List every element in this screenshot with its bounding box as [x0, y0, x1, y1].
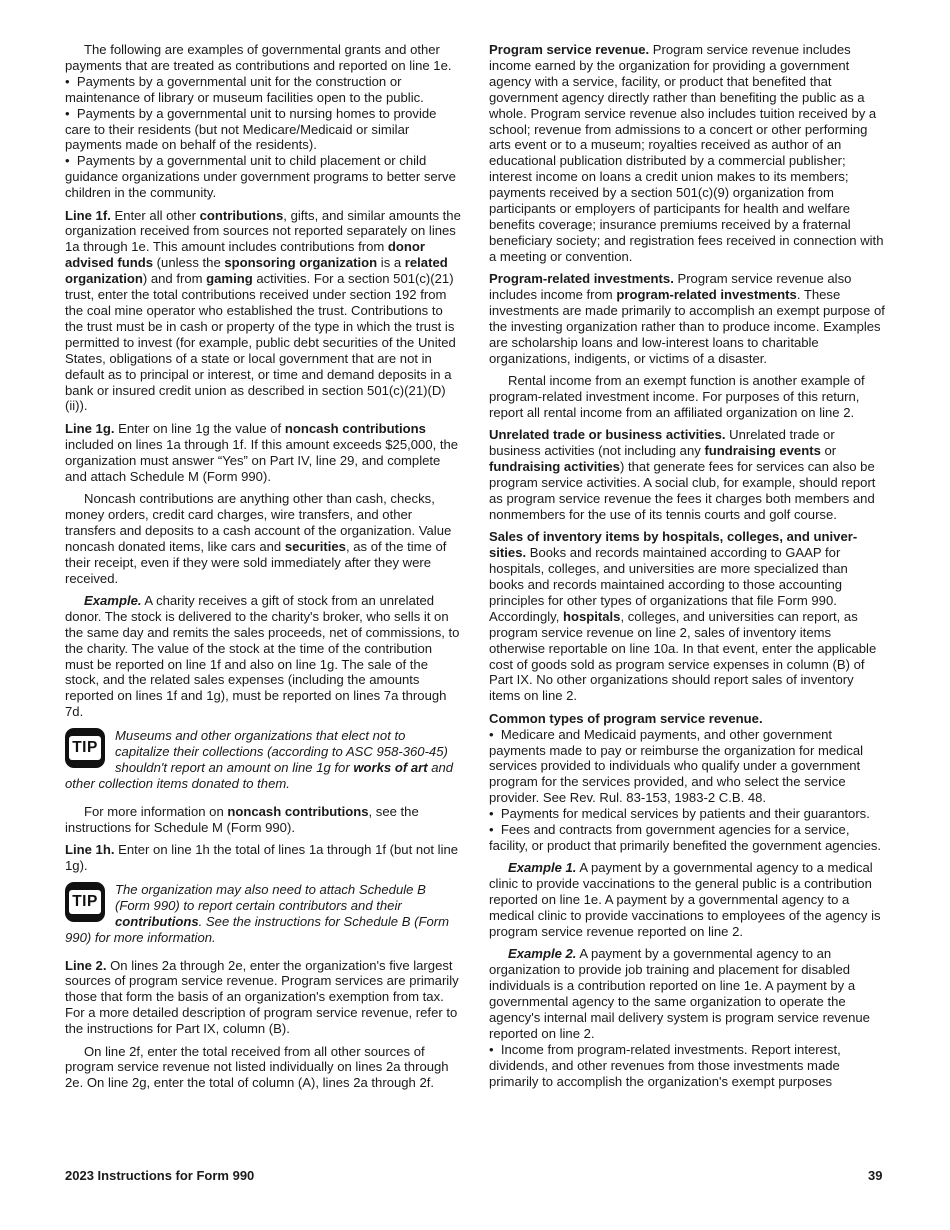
tip-icon: TIP — [65, 728, 105, 768]
noncash-more-info: For more information on noncash contributions, see the instructions for Schedule M (Form 990). — [65, 803, 419, 835]
pri-heading: Program-related investments. — [489, 271, 674, 287]
example-1: Example 1. A payment by a governmental agency to a medical clinic to provide vaccinations to the general public is a contribution reported on line 1e. A payment by a governmental agency to a medical clinic to provide vaccinations to employees of the agency is program service revenue reported on line 2. — [489, 860, 881, 940]
program-service-revenue: Program service revenue. Program service revenue includes income earned by the organization for providing a government agency with a service, facility, or product that benefited that government agency directly rather than benefiting the public as a whole. Program service revenue also includes tuition received by a school; revenue from admissions to a concert or other performing arts event or to a museum; royalties received as author of an educational publication distributed by a commercial publisher; interest income on loans a credit union makes to its members; payments received by a section 501(c)(9) organization from participants or employers of participants for health and welfare benefits coverage; insurance premiums received by a fraternal beneficiary society; and registration fees received in connection with a meeting or convention. — [489, 42, 884, 264]
footer-title: 2023 Instructions for Form 990 — [65, 1168, 255, 1183]
program-related-investments: Program-related investments. Program service revenue also includes income from program-related investments. These investments are made primarily to accomplish an exempt purpose of the investing organization rather than to produce income. Examples are scholarship loans and low-interest loans to charitable organizations, indigents, or victims of a disaster. — [489, 271, 885, 366]
bullet-govt-fees: • Fees and contracts from government agencies for a service, facility, or product that primarily benefited the government agencies. — [489, 822, 886, 854]
tip-icon: TIP — [65, 882, 105, 922]
bullet-program-related-income: • Income from program-related investments. Report interest, dividends, and other revenues from those investments made primarily to accomplish the organization's exempt purposes — [489, 1042, 886, 1090]
line-1f-paragraph: Line 1f. Enter all other contributions, gifts, and similar amounts the organization received from sources not reported separately on lines 1a through 1e. This amount includes contributions from donor advised funds (unless the sponsoring organization is a related organization) and from gaming activities. For a section 501(c)(21) trust, enter the total contributions received under section 192 from the coal mine operator who established the trust. Contributions to the trust must be in cash or property of the type in which the trust is permitted to invest (for example, public debt securities of the United States, obligations of a state or local government that are not in default as to principal or interest, or time and demand deposits in a bank or insured credit union as described in section 501(c)(21)(D)(ii)). — [65, 207, 461, 414]
example-1-heading: Example 1. — [508, 860, 577, 876]
line-1h-paragraph: Line 1h. Enter on line 1h the total of lines 1a through 1f (but not line 1g). — [65, 842, 459, 873]
bullet-medical-payments: • Payments for medical services by patients and their guarantors. — [489, 806, 886, 822]
line-2-heading: Line 2. — [65, 957, 107, 973]
example-2-heading: Example 2. — [508, 946, 577, 962]
page-number: 39 — [868, 1168, 883, 1183]
line-1g-paragraph: Line 1g. Enter on line 1g the value of noncash contributions included on lines 1a through 1f. If this amount exceeds $25,000, the organization must answer “Yes” on Part IV, line 29, and complete and attach Schedule M (Form 990). — [65, 420, 459, 484]
line-1f-heading: Line 1f. — [65, 207, 111, 223]
unrelated-trade: Unrelated trade or business activities. Unrelated trade or business activities (not including any fundraising events or fundraising activities) that generate fees for services can also be program service activities. A social club, for example, should report as program service revenue the fees it charges both members and nonmembers for the use of its tennis courts and golf course. — [489, 427, 876, 522]
line-1g-heading: Line 1g. — [65, 420, 115, 436]
stock-example: Example. A charity receives a gift of stock from an unrelated donor. The stock is delivered to the charity's broker, who sells it on the same day and remits the sales proceeds, net of commissions, to the charity. The value of the stock at the time of the contribution must be reported on line 1f and also on line 1g. The sale of the stock, and the related sales expenses (including the amounts reported on lines 1f and 1g), must be reported on lines 7a through 7d. — [65, 592, 460, 720]
line-2f-paragraph: On line 2f, enter the total received from all other sources of program service revenue not listed individually on lines 2a through 2e. On line 2g, enter the total of column (A), lines 2a through 2f. — [65, 1043, 449, 1091]
bullet-child-placement: • Payments by a governmental unit to child placement or child guidance organizations under government programs to better serve children in the community. — [65, 153, 462, 201]
rental-income: Rental income from an exempt function is another example of program-related investment income. For purposes of this return, report all rental income from an affiliated organization on line 2. — [489, 373, 865, 420]
right-column — [489, 42, 886, 1090]
line-1h-heading: Line 1h. — [65, 842, 115, 858]
utb-heading: Unrelated trade or business activities. — [489, 427, 726, 443]
sales-heading: Sales of inventory items by hospitals, colleges, and univer- sities. — [489, 529, 858, 561]
noncash-definition: Noncash contributions are anything other than cash, checks, money orders, credit card charges, wire transfers, and other transfers and deposits to a cash account of the organization. Value noncash donated items, like cars and securities, as of the time of their receipt, even if they were sold immediately after they were received. — [65, 490, 452, 586]
bullet-library-museum: • Payments by a governmental unit for the construction or maintenance of library or museum facilities open to the public. — [65, 74, 462, 106]
example-2: Example 2. A payment by a governmental agency to an organization to provide job training and placement for disabled individuals is a contribution reported on line 1e. A payment by a governmental agency to the same organization to operate the agency's internal mail delivery system is program service revenue reported on line 2. — [489, 946, 870, 1041]
example-heading: Example. — [84, 592, 142, 608]
common-types-heading: Common types of program service revenue. — [489, 710, 763, 726]
psr-heading: Program service revenue. — [489, 42, 650, 57]
tip-schedule-b: TIP The organization may also need to attach Schedule B (Form 990) to report certain contributors and their contributions. See the instructions for Schedule B (Form 990) for more information. — [65, 881, 450, 945]
govt-grants-intro: The following are examples of governmental grants and other payments that are treated as contributions and reported on line 1e. — [65, 42, 452, 73]
tip-museums: TIP Museums and other organizations that elect not to capitalize their collections (according to ASC 958-360-45) shouldn't report an amount on line 1g for works of art and other collection items donated to them. — [65, 728, 454, 791]
line-2-paragraph: Line 2. On lines 2a through 2e, enter the organization's five largest sources of program service revenue. Program services are primarily those that form the basis of an organization's exemption from tax. For a more detailed description of program service revenue, refer to the instructions for Part IX, column (B). — [65, 957, 459, 1037]
bullet-nursing-homes: • Payments by a governmental unit to nursing homes to provide care to their residents (but not Medicare/Medicaid or similar payments made on behalf of the residents). — [65, 106, 462, 154]
sales-of-inventory: Sales of inventory items by hospitals, colleges, and univer- sities. Books and records maintained according to GAAP for hospitals, colleges, and universities are more specialized than books and records maintained according to those accounting principles for other types of organizations that file Form 990. Accordingly, hospitals, colleges, and universities can report, as program service revenue on line 2, sales of inventory items otherwise reportable on line 10a. In that event, enter the applicable cost of goods sold as program service expenses in column (B) of Part IX. No other organizations should report sales of inventory items on line 2. — [489, 529, 877, 704]
bullet-medicare: • Medicare and Medicaid payments, and other government payments made to pay or reimburse the organization for medical services provided to individuals who qualify under a government program for the services provided, and who select the service provider. See Rev. Rul. 83-153, 1983-2 C.B. 48. — [489, 727, 886, 807]
left-column — [65, 42, 462, 1098]
